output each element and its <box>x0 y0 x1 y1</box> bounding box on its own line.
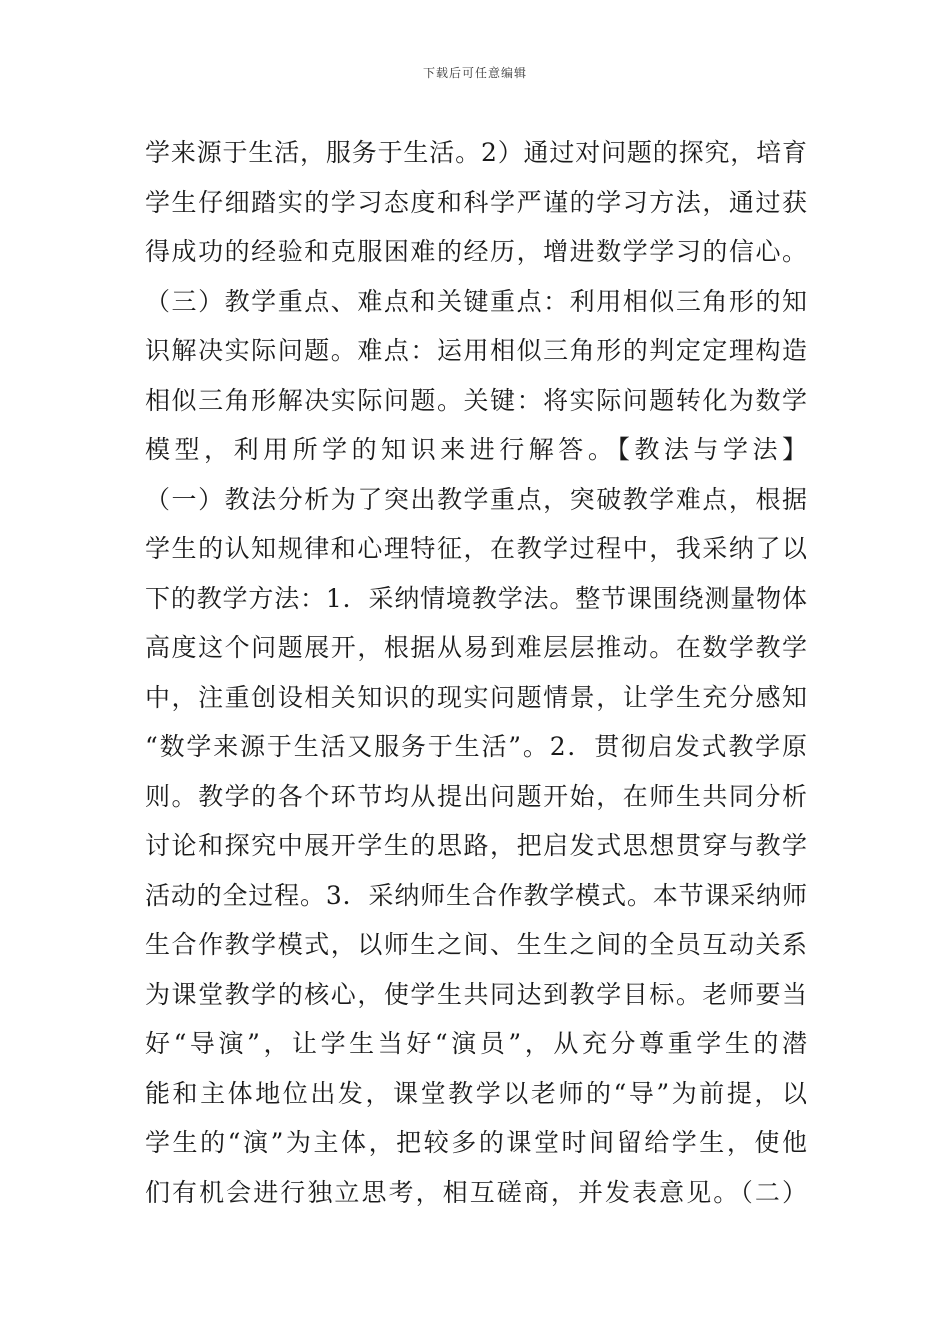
text-line: 高度这个问题展开，根据从易到难层层推动。在数学教学 <box>145 633 807 662</box>
text-line: 中，注重创设相关知识的现实问题情景，让学生充分感知 <box>145 682 807 712</box>
text-line: 相似三角形解决实际问题。关键：将实际问题转化为数学 <box>145 385 807 415</box>
text-line: 们有机会进行独立思考，相互磋商，并发表意见。（二） <box>145 1177 807 1207</box>
text-line: 学来源于生活，服务于生活。2）通过对问题的探究，培育 <box>145 138 807 167</box>
text-line: 识解决实际问题。难点：运用相似三角形的判定定理构造 <box>145 336 807 365</box>
text-line: 则。教学的各个环节均从提出问题开始，在师生共同分析 <box>145 781 807 811</box>
text-line: 能和主体地位出发，课堂教学以老师的“导”为前提，以 <box>145 1078 807 1108</box>
text-line: （三）教学重点、难点和关键重点：利用相似三角形的知 <box>145 286 807 316</box>
text-line: 好“导演”，让学生当好“演员”，从充分尊重学生的潜 <box>145 1029 807 1058</box>
text-line: （一）教法分析为了突出教学重点，突破教学难点，根据 <box>145 484 807 514</box>
text-line: 学生的认知规律和心理特征，在教学过程中，我采纳了以 <box>145 534 807 563</box>
text-line: 得成功的经验和克服困难的经历，增进数学学习的信心。 <box>145 237 807 266</box>
text-line: “数学来源于生活又服务于生活”。2．贯彻启发式教学原 <box>145 732 807 761</box>
text-line: 学生的“演”为主体，把较多的课堂时间留给学生，使他 <box>145 1128 807 1157</box>
text-line: 下的教学方法：1．采纳情境教学法。整节课围绕测量物体 <box>145 583 807 613</box>
text-line: 学生仔细踏实的学习态度和科学严谨的学习方法，通过获 <box>145 187 807 217</box>
text-line: 模型，利用所学的知识来进行解答。【教法与学法】 <box>145 435 807 464</box>
text-line: 为课堂教学的核心，使学生共同达到教学目标。老师要当 <box>145 979 807 1009</box>
document-body <box>145 128 807 1217</box>
text-line: 生合作教学模式，以师生之间、生生之间的全员互动关系 <box>145 930 807 959</box>
text-line: 讨论和探究中展开学生的思路，把启发式思想贯穿与教学 <box>145 831 807 860</box>
text-line: 活动的全过程。3．采纳师生合作教学模式。本节课采纳师 <box>145 880 807 910</box>
page-header: 下载后可任意编辑 <box>422 66 527 80</box>
